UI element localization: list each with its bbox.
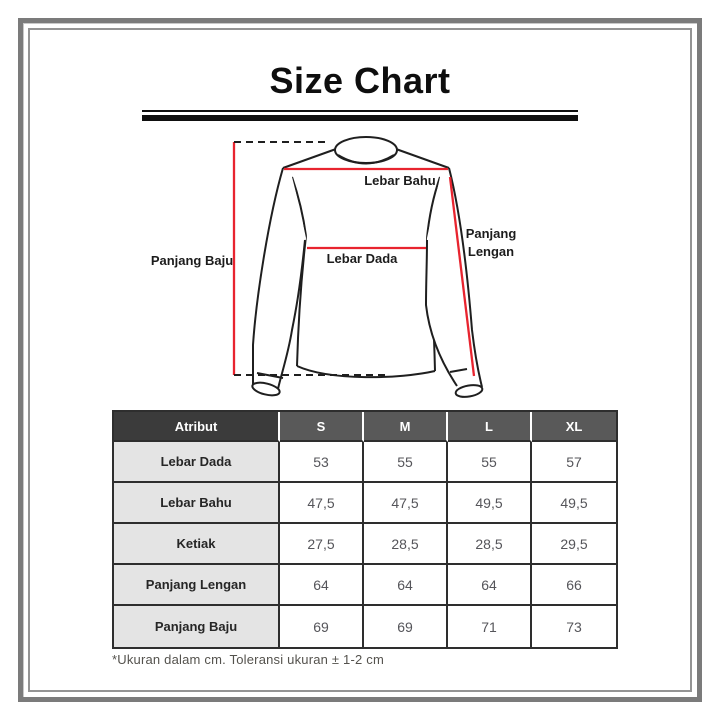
attribute-cell: Ketiak <box>114 524 280 565</box>
value-cell: 64 <box>364 565 448 606</box>
panjang-baju-label: Panjang Baju <box>150 253 234 268</box>
value-cell: 55 <box>448 442 532 483</box>
table-row <box>114 565 616 606</box>
attribute-cell: Lebar Dada <box>114 442 280 483</box>
column-header-atribut: Atribut <box>114 412 280 442</box>
table-row <box>114 524 616 565</box>
table-row <box>114 442 616 483</box>
value-cell: 73 <box>532 606 616 647</box>
value-cell: 47,5 <box>364 483 448 524</box>
value-cell: 69 <box>364 606 448 647</box>
value-cell: 71 <box>448 606 532 647</box>
value-cell: 66 <box>532 565 616 606</box>
table-row <box>114 606 616 647</box>
value-cell: 29,5 <box>532 524 616 565</box>
attribute-cell: Panjang Lengan <box>114 565 280 606</box>
column-header-xl: XL <box>532 412 616 442</box>
size-table <box>112 410 618 649</box>
value-cell: 64 <box>448 565 532 606</box>
value-cell: 55 <box>364 442 448 483</box>
value-cell: 69 <box>280 606 364 647</box>
value-cell: 53 <box>280 442 364 483</box>
value-cell: 28,5 <box>448 524 532 565</box>
column-header-s: S <box>280 412 364 442</box>
lebar-bahu-label: Lebar Bahu <box>364 173 436 188</box>
value-cell: 28,5 <box>364 524 448 565</box>
shirt-collar <box>335 137 397 164</box>
attribute-cell: Panjang Baju <box>114 606 280 647</box>
value-cell: 47,5 <box>280 483 364 524</box>
size-table-header-row <box>114 412 616 442</box>
lebar-dada-label: Lebar Dada <box>326 251 398 266</box>
value-cell: 49,5 <box>448 483 532 524</box>
panjang-lengan-label-line2: Lengan <box>467 244 515 259</box>
column-header-m: M <box>364 412 448 442</box>
footnote-text: *Ukuran dalam cm. Toleransi ukuran ± 1-2 cm <box>112 652 384 667</box>
value-cell: 64 <box>280 565 364 606</box>
panjang-lengan-label-line1: Panjang <box>465 226 517 241</box>
attribute-cell: Lebar Bahu <box>114 483 280 524</box>
value-cell: 27,5 <box>280 524 364 565</box>
table-row <box>114 483 616 524</box>
column-header-l: L <box>448 412 532 442</box>
page-title: Size Chart <box>269 60 451 101</box>
value-cell: 57 <box>532 442 616 483</box>
value-cell: 49,5 <box>532 483 616 524</box>
